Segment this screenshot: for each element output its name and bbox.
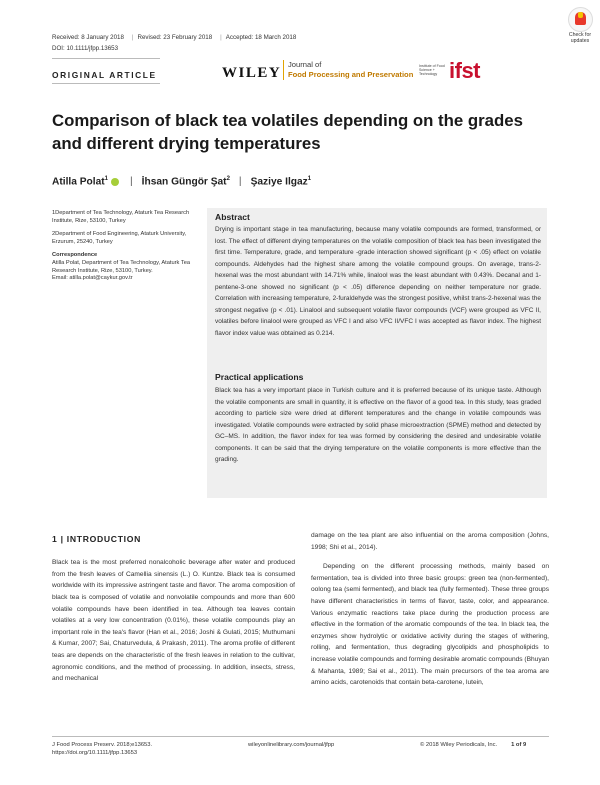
- journal-name: [283, 60, 413, 80]
- correspondence-email[interactable]: Email: atilla.polat@caykur.gov.tr: [52, 275, 133, 282]
- check-for-updates-badge[interactable]: [562, 5, 598, 49]
- abstract-text: Drying is important stage in tea manufacturing, because many volatile compounds are formed, transformed, or lost. The effect of different drying temperatures on the volatile composition of black tea has been investigated the first time. Temperature, grade, and temperature -grade interaction showed significant (p < .05) effect on volatile compounds. Aldehydes had the highest share among the volatile compound groups. On average, trans-2-hexenal was the most abundant with 14.71% while, linalool was the least abundant with 0.43%. Decanal and 1-pentene-3-one showed no significant (p < .05) difference depending on neither temperature nor grade. Correlation with increasing temperature, 2-furaldehyde was the strongest positive, whilst trans-2-hexenal was the strongest negative (p < .01). Linalool and subsequent volatile flavor compounds (VCF) were grouped as VFC II, volatiles before linalool were grouped as VFC I and also VFC II/VFC I was accepted as flavor index. The highest flavor index value was obtained as 0.214.: [215, 226, 541, 337]
- footer-copyright: [420, 741, 526, 749]
- footer-rule: [52, 736, 549, 737]
- author-list: Atilla Polat$^1$ | İhsan Güngör Şat$^2$ | Şaziye Ilgaz$^1$: [52, 176, 312, 188]
- practical-applications-text: Black tea has a very important place in Turkish culture and it is preferred because of its unique taste. Although the volatile components are small in quantity, it is effective on the flavor of a good tea. In this study, teas graded according to particle size were dried at different temperatures and the change in volatile compounds was investigated. Volatile compounds were extracted by solid phase microextraction (SPME) method and detected by GC–MS. In addition, the flavor index for tea was formed by considering the desired and undesirable volatile components. It can be said that the drying temperature on the volatile components is more effective than the grading.: [215, 387, 541, 464]
- footer-citation: [52, 741, 152, 757]
- author-3-sup: 1: [307, 176, 312, 182]
- practical-applications-heading: Practical applications: [215, 372, 304, 382]
- introduction-paragraph-1: Black tea is the most preferred nonalcoholic beverage after water and produced from the fresh leaves of Camellia sinensis (L.) O. Kuntze. Black tea is consumed worldwide with its impressive astringent taste and flavor. The aroma composition of black tea is composed of volatile and nonvolatile compounds and more than 600 volatile compounds have been identified in tea. Although tea leaves contain volatiles at a very low concentration (0.01%), these volatile compounds play an important role in the tea's flavor (Han et al., 2016; Joshi & Gulati, 2015; Muthumani & Kumar, 2007; Sai, Chaturvedula, & Prakash, 2011). The aroma profile of different teas are depends on the characteristic of the fresh leaves in relation to the cultivar, agronomic conditions, and the method of processing. In addition, insects, stress, and mechanical: [52, 559, 295, 683]
- affiliations: [52, 210, 202, 283]
- ifst-subtitle: Institute of Food Science + Technology: [419, 64, 445, 77]
- page-number: 1 of 9: [511, 742, 527, 748]
- author-2-sup: 2: [226, 176, 230, 182]
- check-updates-label: Check for updates: [568, 32, 592, 44]
- footer-citation-line-1: J Food Process Preserv. 2018;e13653.: [52, 742, 153, 748]
- correspondence-heading: Correspondence: [52, 252, 98, 259]
- doi[interactable]: DOI: 10.1111/jfpp.13653: [52, 45, 119, 52]
- orcid-icon[interactable]: [111, 178, 119, 186]
- affiliation-2: 2Department of Food Engineering, Ataturk University, Erzurum, 25240, Turkey: [52, 231, 187, 245]
- author-1-sup: 1: [104, 176, 108, 182]
- publisher-logo: WILEY: [222, 65, 282, 81]
- copyright-text: © 2018 Wiley Periodicals, Inc.: [420, 742, 498, 748]
- article-title: Comparison of black tea volatiles depending on the grades and different drying temperatures: [52, 111, 523, 153]
- ifst-logo: ifst: [449, 58, 480, 83]
- article-dates: Received: 8 January 2018 | Revised: 23 February 2018 | Accepted: 18 March 2018: [52, 34, 297, 41]
- author-2[interactable]: İhsan Güngör Şat: [141, 176, 227, 188]
- footer-url[interactable]: wileyonlinelibrary.com/journal/jfpp: [248, 742, 335, 748]
- check-updates-icon: [568, 7, 593, 32]
- author-1[interactable]: Atilla Polat: [52, 176, 105, 188]
- introduction-heading: 1 | INTRODUCTION: [52, 534, 142, 544]
- revised-date: Revised: 23 February 2018: [137, 34, 213, 41]
- affiliation-1: 1Department of Tea Technology, Ataturk Tea Research Institute, Rize, 53100, Turkey: [52, 210, 190, 224]
- journal-line-1: Journal of: [288, 60, 322, 69]
- article-type: ORIGINAL ARTICLE: [52, 70, 157, 80]
- header-rule-bottom: [52, 83, 160, 84]
- abstract-heading: Abstract: [215, 212, 250, 222]
- journal-line-2: Food Processing and Preservation: [288, 70, 414, 79]
- header-rule: [52, 58, 160, 59]
- author-3[interactable]: Şaziye Ilgaz: [250, 176, 308, 188]
- correspondence-address: Atilla Polat, Department of Tea Technology, Ataturk Tea Research Institute, Rize, 53100, Turkey.: [52, 259, 191, 274]
- introduction-paragraph-2: Depending on the different processing methods, mainly based on fermentation, tea is divided into three basic groups: green tea (non-fermented), oolong tea (semi fermented), and black tea (fully fermented). These three groups have different characteristics in terms of flavor, taste, color, and appearance. Various enzymatic reactions take place during the production process are effective in the formation of the aromatic compounds of the tea. In black tea, the enzymes show hydrolytic or oxidative activity during the stages of withering, rolling, and fermentation, thus degrading glycolipids and phospholipids to increase volatile compounds and forming desirable aromatic compounds (Bhuyan & Mahanta, 1989; Sai et al., 2011). The main precursors of the tea aroma are amino acids, carotenoids that contain beta-carotene, lutein,: [311, 563, 549, 687]
- introduction-paragraph-1-continued: damage on the tea plant are also influential on the aroma composition (Johns, 1998; Shi et al., 2014).: [311, 532, 549, 551]
- received-date: Received: 8 January 2018: [52, 34, 124, 41]
- accepted-date: Accepted: 18 March 2018: [225, 34, 297, 41]
- footer-citation-doi[interactable]: https://doi.org/10.1111/jfpp.13653: [52, 750, 138, 756]
